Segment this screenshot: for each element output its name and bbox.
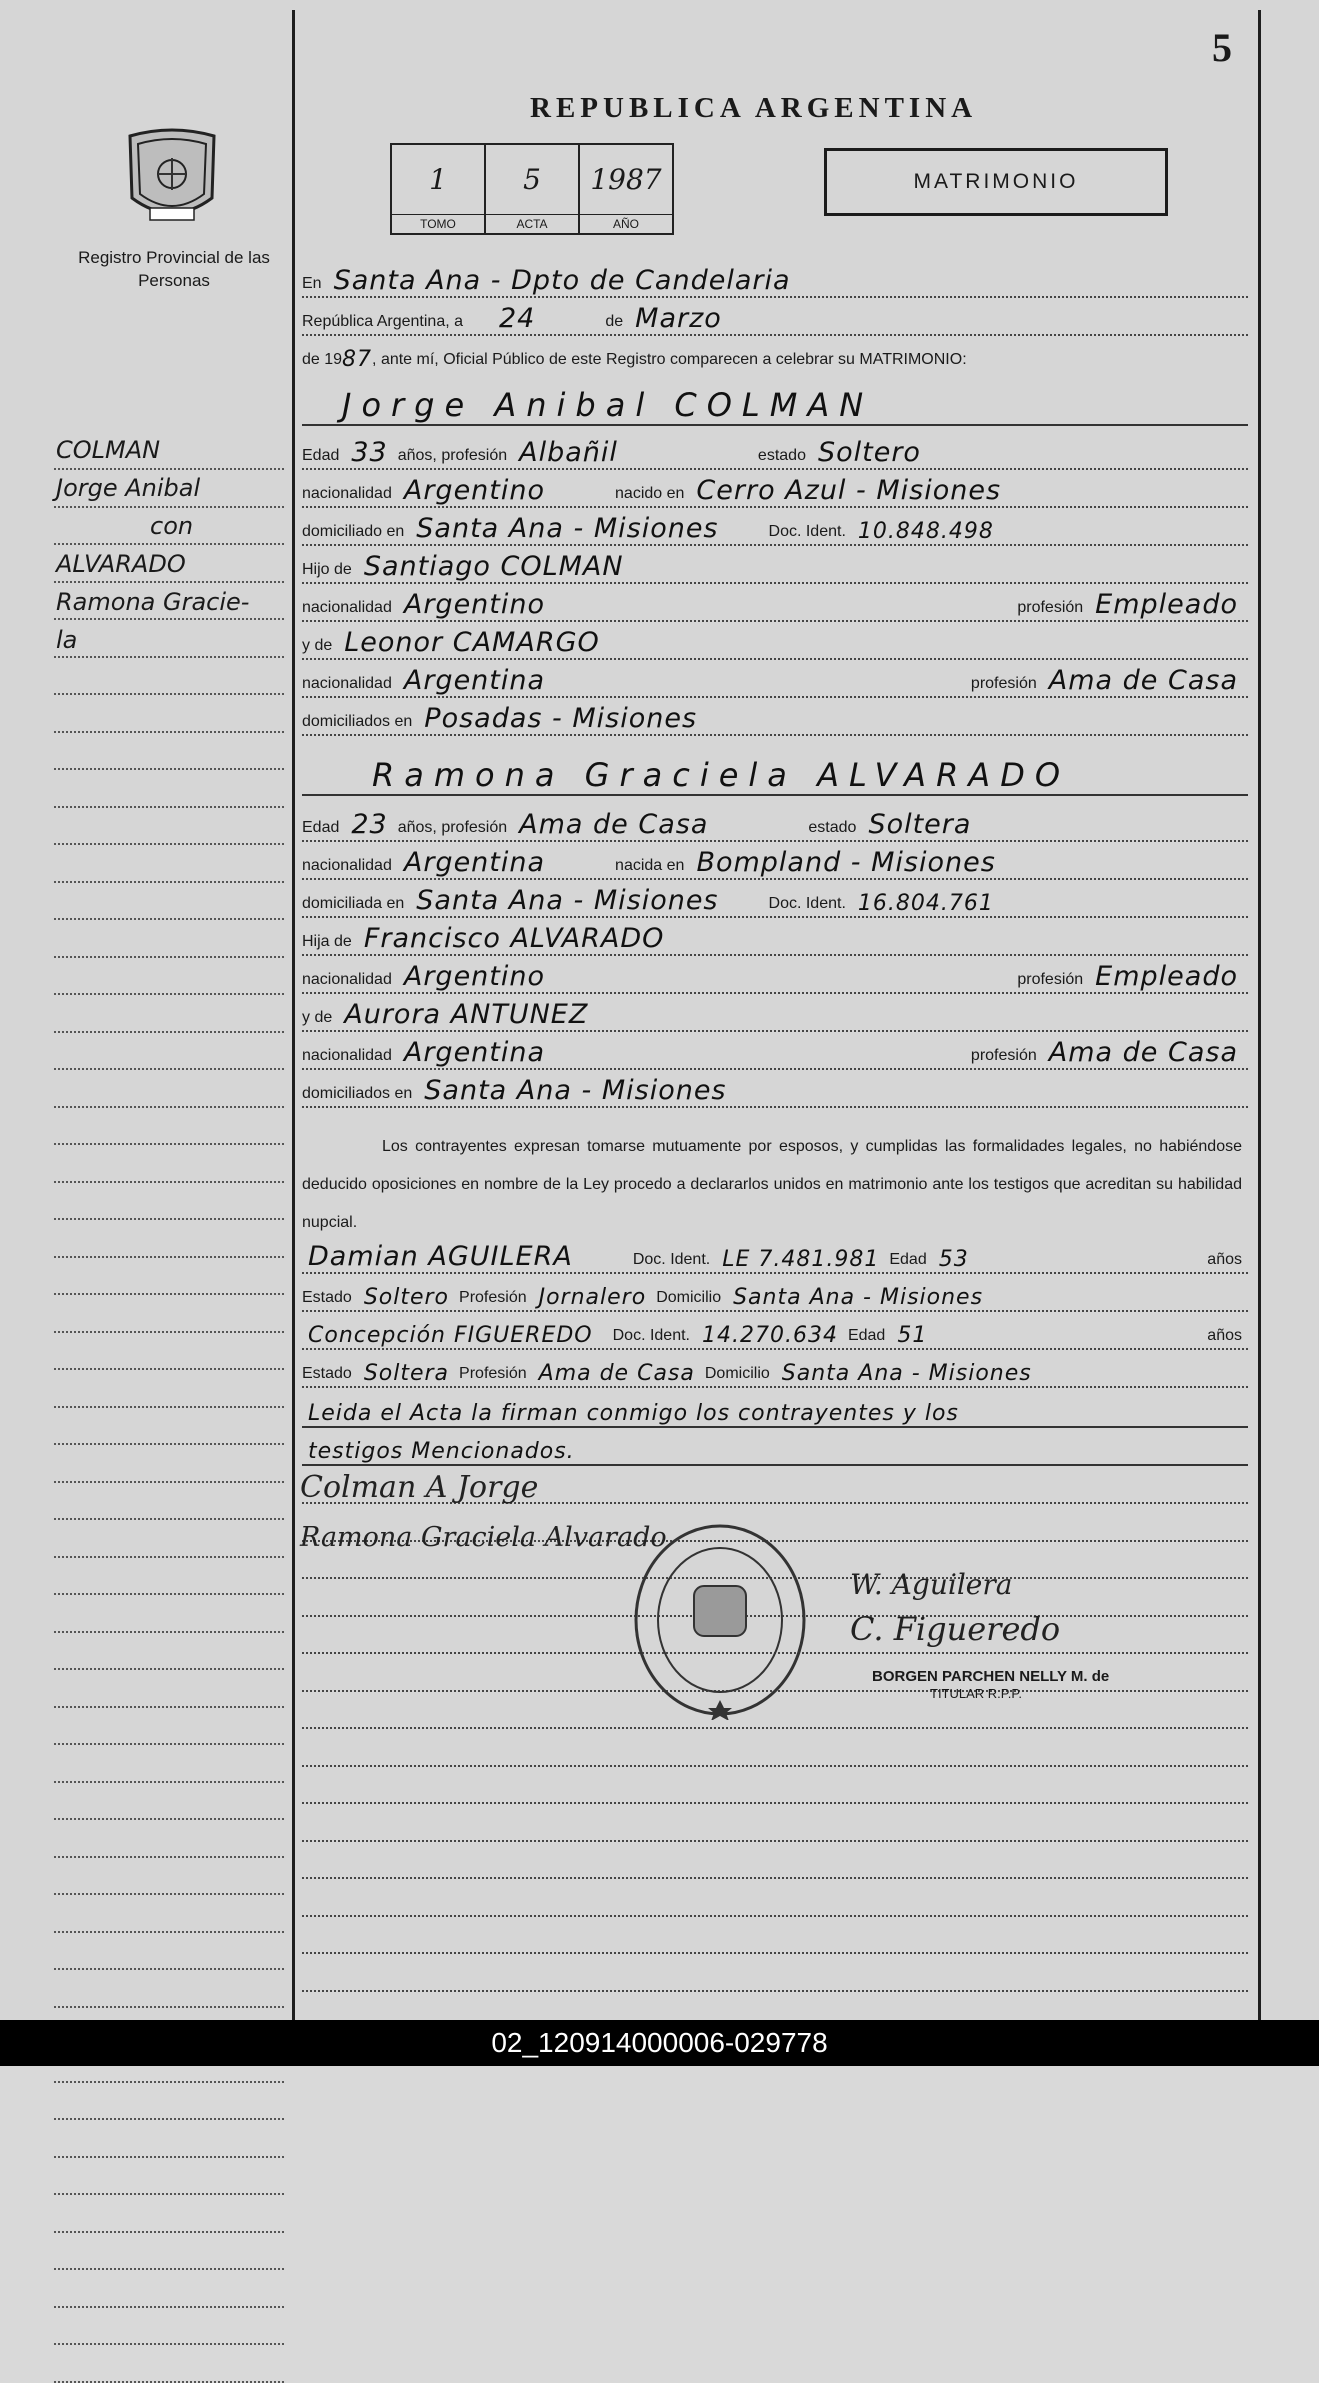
margin-ruling-line: [54, 663, 284, 695]
witness2-signature: C. Figueredo: [850, 1610, 1061, 1648]
document-id-footer: 02_120914000006-029778: [0, 2020, 1319, 2066]
margin-divider: [292, 10, 295, 2020]
margin-ruling-line: [54, 1601, 284, 1633]
groom-domicile-row: domiciliado en Santa Ana - Misiones Doc. Ident. 10.848.498: [302, 510, 1248, 546]
bride-mother-nat-row: nacionalidad Argentina profesión Ama de Casa: [302, 1034, 1248, 1070]
margin-line-2: Jorge Anibal: [56, 474, 201, 502]
margin-ruling-line: [54, 1638, 284, 1670]
margin-ruling-line: [54, 1001, 284, 1033]
witness2-row: Concepción FIGUEREDO Doc. Ident. 14.270.634 Edad 51 años: [302, 1314, 1248, 1350]
witness1-row: Damian AGUILERA Doc. Ident. LE 7.481.981 Edad 53 años: [302, 1238, 1248, 1274]
margin-ruling-line: [54, 1563, 284, 1595]
margin-ruling-line: [54, 851, 284, 883]
groom-signature: Colman A Jorge: [300, 1470, 539, 1505]
bride-domicile-row: domiciliada en Santa Ana - Misiones Doc. Ident. 16.804.761: [302, 882, 1248, 918]
closing-line-1: Leida el Acta la firman conmigo los contrayentes y los: [302, 1392, 1248, 1428]
page-title: REPUBLICA ARGENTINA: [530, 92, 978, 124]
official-title: TITULAR R.P.P.: [930, 1686, 1022, 1701]
record-type-box: MATRIMONIO: [824, 148, 1168, 216]
margin-ruling-line: [54, 1263, 284, 1295]
margin-ruling-line: [54, 1488, 284, 1520]
margin-ruling-line: [54, 2126, 284, 2158]
groom-name: Jorge Anibal COLMAN: [342, 386, 874, 424]
margin-ruling-line: [54, 1788, 284, 1820]
groom-age-row: Edad 33 años, profesión Albañil estado Soltero: [302, 434, 1248, 470]
bride-father-row: Hija de Francisco ALVARADO: [302, 920, 1248, 956]
margin-ruling-line: [54, 1076, 284, 1108]
margin-ruling-line: [54, 1826, 284, 1858]
margin-ruling-line: [54, 476, 284, 508]
empty-ruling-line: [302, 1956, 1248, 1992]
tomo-value: 1: [429, 163, 447, 196]
row-year: de 19 87 , ante mí, Oficial Público de este Registro comparecen a celebrar su MATRIMONIO:: [302, 347, 967, 372]
empty-ruling-line: [302, 1843, 1248, 1879]
margin-ruling-line: [54, 1526, 284, 1558]
margin-ruling-line: [54, 1151, 284, 1183]
margin-ruling-line: [54, 776, 284, 808]
margin-ruling-line: [54, 2238, 284, 2270]
margin-line-5: Ramona Gracie-: [56, 588, 250, 616]
margin-ruling-line: [54, 1413, 284, 1445]
witness1-signature: W. Aguilera: [850, 1568, 1013, 1601]
month-value: Marzo: [635, 303, 722, 334]
page-number: 5: [1212, 25, 1232, 70]
margin-ruling-line: [54, 2201, 284, 2233]
registry-name: Registro Provincial de las Personas: [78, 248, 270, 290]
groom-name-row: [302, 384, 1248, 426]
margin-ruling-line: [54, 1976, 284, 2008]
margin-ruling-line: [54, 2276, 284, 2308]
margin-ruling-line: [54, 1676, 284, 1708]
margin-ruling-line: [54, 1113, 284, 1145]
bride-father-nat-row: nacionalidad Argentino profesión Empleado: [302, 958, 1248, 994]
margin-ruling-line: [54, 963, 284, 995]
empty-ruling-line: [302, 1918, 1248, 1954]
groom-mother-nat-row: nacionalidad Argentina profesión Ama de Casa: [302, 662, 1248, 698]
year-value: 87: [342, 347, 373, 372]
day-value: 24: [499, 303, 536, 334]
margin-ruling-line: [54, 551, 284, 583]
margin-ruling-line: [54, 1751, 284, 1783]
ano-value: 1987: [590, 163, 662, 196]
bride-parents-domicile-row: domiciliados en Santa Ana - Misiones: [302, 1072, 1248, 1108]
margin-ruling-line: [54, 588, 284, 620]
row-date: República Argentina, a 24 de Marzo: [302, 300, 1248, 336]
margin-ruling-line: [54, 2351, 284, 2383]
margin-ruling-line: [54, 738, 284, 770]
row-place: En Santa Ana - Dpto de Candelaria: [302, 262, 1248, 298]
empty-ruling-line: [302, 1731, 1248, 1767]
empty-ruling-line: [302, 1881, 1248, 1917]
margin-ruling-line: [54, 1901, 284, 1933]
margin-ruling-line: [54, 1226, 284, 1258]
margin-ruling-line: [54, 438, 284, 470]
margin-ruling-line: [54, 1451, 284, 1483]
acta-value: 5: [523, 163, 541, 196]
ano-label: AÑO: [580, 214, 672, 233]
tomo-label: TOMO: [392, 214, 484, 233]
margin-ruling-line: [54, 513, 284, 545]
right-border: [1258, 10, 1261, 2020]
declaration-text: Los contrayentes expresan tomarse mutuamente por esposos, y cumplidas las formalidades legales, no habiéndose deducido oposiciones en nombre de la Ley procedo a declararlos unidos en matrimonio ante los testigos que acreditan su habilidad nupcial.: [302, 1138, 1242, 1231]
margin-ruling-line: [54, 626, 284, 658]
groom-nationality-row: nacionalidad Argentino nacido en Cerro Azul - Misiones: [302, 472, 1248, 508]
groom-parents-domicile-row: domiciliados en Posadas - Misiones: [302, 700, 1248, 736]
closing-line-2: testigos Mencionados.: [302, 1430, 1248, 1466]
margin-ruling-line: [54, 888, 284, 920]
margin-ruling-line: [54, 1863, 284, 1895]
margin-line-1: COLMAN: [56, 436, 161, 464]
margin-ruling-line: [54, 2313, 284, 2345]
empty-ruling-line: [302, 1768, 1248, 1804]
acta-label: ACTA: [486, 214, 578, 233]
bride-signature: Ramona Graciela Alvarado: [300, 1522, 667, 1553]
bride-name: Ramona Graciela ALVARADO: [372, 756, 1071, 794]
margin-line-6: la: [56, 626, 78, 654]
official-name: BORGEN PARCHEN NELLY M. de: [872, 1668, 1110, 1685]
margin-ruling-line: [54, 2163, 284, 2195]
empty-ruling-line: [302, 1806, 1248, 1842]
record-reference-box: [390, 143, 674, 235]
margin-ruling-line: [54, 1338, 284, 1370]
bride-name-row: [302, 752, 1248, 796]
margin-ruling-line: [54, 701, 284, 733]
margin-ruling-line: [54, 1188, 284, 1220]
margin-ruling-line: [54, 1376, 284, 1408]
groom-mother-row: y de Leonor CAMARGO: [302, 624, 1248, 660]
margin-ruling-line: [54, 2088, 284, 2120]
witness1-details-row: Estado Soltero Profesión Jornalero Domicilio Santa Ana - Misiones: [302, 1276, 1248, 1312]
acta-cell: [486, 145, 580, 233]
province-seal-icon: [124, 128, 220, 232]
groom-father-nat-row: nacionalidad Argentino profesión Empleado: [302, 586, 1248, 622]
witness2-details-row: Estado Soltera Profesión Ama de Casa Domicilio Santa Ana - Misiones: [302, 1352, 1248, 1388]
margin-line-3: con: [150, 512, 194, 540]
margin-ruling-line: [54, 813, 284, 845]
bride-mother-row: y de Aurora ANTUNEZ: [302, 996, 1248, 1032]
ano-cell: [580, 145, 672, 233]
bride-nationality-row: nacionalidad Argentina nacida en Bompland - Misiones: [302, 844, 1248, 880]
tomo-cell: [392, 145, 486, 233]
margin-ruling-line: [54, 1938, 284, 1970]
margin-line-4: ALVARADO: [56, 550, 186, 578]
official-stamp-icon: [630, 1520, 810, 1720]
bride-age-row: Edad 23 años, profesión Ama de Casa estado Soltera: [302, 806, 1248, 842]
margin-ruling-line: [54, 926, 284, 958]
margin-ruling-line: [54, 1038, 284, 1070]
place-value: Santa Ana - Dpto de Candelaria: [333, 265, 791, 296]
margin-ruling-line: [54, 1713, 284, 1745]
margin-ruling-line: [54, 1301, 284, 1333]
groom-father-row: Hijo de Santiago COLMAN: [302, 548, 1248, 584]
